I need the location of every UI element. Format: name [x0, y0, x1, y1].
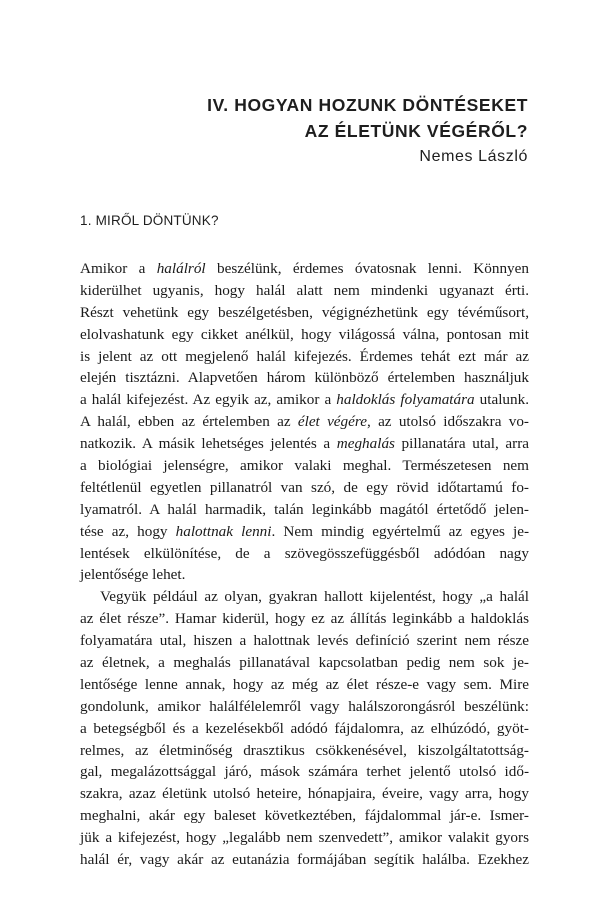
text-line	[80, 630, 529, 652]
text-run: Vegyük például az olyan, gyakran hallott kijelentést, hogy „a halál	[100, 588, 529, 606]
text-run: relmes, az életminőség drasztikus csökkenésével, kiszolgáltatottság-	[80, 741, 529, 759]
text-line	[80, 696, 529, 718]
text-run: az életnek, a meghalás pillanatával kapcsolatban pedig nem sok je-	[80, 654, 529, 672]
text-run: , az utolsó időszakra vo-	[366, 413, 529, 431]
text-line	[80, 258, 529, 280]
text-run: . Nem mindig egyértelmű az egyes je-	[271, 522, 530, 540]
text-line	[80, 521, 529, 543]
italic-term: halottnak lenni	[175, 522, 272, 540]
text-run: kiderülhet ugyanis, hogy halál alatt nem mindenki ugyanazt érti.	[80, 281, 529, 299]
chapter-title-line-2: AZ ÉLETÜNK VÉGÉRŐL?	[304, 121, 528, 141]
chapter-title	[207, 92, 528, 144]
text-line	[80, 477, 529, 499]
text-run: Részt vehetünk egy beszélgetésben, végignézhetünk egy tévéműsort,	[80, 303, 529, 321]
paragraph	[80, 586, 529, 871]
text-line	[80, 411, 529, 433]
author-name: Nemes László	[419, 148, 528, 165]
text-run: jelentősége lehet.	[80, 566, 186, 584]
text-run: a betegségből és a kezelésekből adódó fájdalomra, az elhúzódó, gyöt-	[80, 719, 529, 737]
text-line	[80, 849, 529, 871]
text-line	[80, 302, 529, 324]
text-run: halál ér, vagy akár az eutanázia formájában segítik halálba. Ezekhez	[80, 851, 529, 869]
text-run: gal, megalázottsággal járó, mások számára terhet jelentő utolsó idő-	[80, 763, 529, 781]
text-run: szakra, azaz életünk utolsó heteire, hónapjaira, éveire, vagy arra, hogy	[80, 785, 529, 803]
text-line	[80, 783, 529, 805]
italic-term: meghalás	[336, 435, 395, 453]
section-heading: 1. MIRŐL DÖNTÜNK?	[80, 213, 219, 228]
paragraph	[80, 258, 529, 586]
body-text	[80, 258, 529, 871]
text-run: a halál kifejezést. Az egyik az, amikor a	[80, 391, 337, 409]
text-line	[80, 389, 529, 411]
text-line	[80, 586, 529, 608]
text-line	[80, 455, 529, 477]
text-line	[80, 827, 529, 849]
text-line	[80, 652, 529, 674]
text-run: lentések elkülönítése, de a szövegösszefüggésből adódóan nagy	[80, 544, 529, 562]
text-line	[80, 367, 529, 389]
text-run: natkozik. A másik lehetséges jelentés a	[80, 435, 337, 453]
text-run: elolvashatunk egy cikket anélkül, hogy világossá válna, pontosan mit	[80, 325, 529, 343]
text-run: jük a kifejezést, hogy „legalább nem szenvedett”, amikor valakit gyors	[80, 829, 529, 847]
text-run: A halál, ebben az értelemben az	[80, 413, 298, 431]
text-run: folyamatára utal, hiszen a halottnak levés definíció szerint nem része	[80, 632, 529, 650]
text-run: feltétlenül egyetlen pillanatról van szó, de egy rövid időtartamú fo-	[80, 478, 529, 496]
italic-term: élet végére	[297, 413, 367, 431]
chapter-title-line-1: IV. HOGYAN HOZUNK DÖNTÉSEKET	[207, 95, 528, 115]
text-line	[80, 346, 529, 368]
text-line	[80, 543, 529, 565]
text-line	[80, 499, 529, 521]
text-run: lyamatról. A halál harmadik, talán leginkább magától értetődő jelen-	[80, 500, 529, 518]
text-run: a biológiai jelenségre, amikor valaki meghal. Természetesen nem	[80, 457, 529, 475]
italic-term: haldoklás folyamatára	[336, 391, 475, 409]
text-line	[80, 280, 529, 302]
text-line	[80, 718, 529, 740]
text-run: pillanatára utal, arra	[394, 435, 529, 453]
text-run: is jelent az ott megjelenő halál kifejezés. Érdemes tehát ezt már az	[80, 347, 529, 365]
text-line	[80, 761, 529, 783]
text-run: lentősége lenne annak, hogy az még az élet része-e vagy sem. Mire	[80, 675, 529, 693]
text-line	[80, 740, 529, 762]
text-run: Amikor a	[80, 260, 157, 277]
text-line	[80, 674, 529, 696]
text-run: gondolunk, amikor halálfélelemről vagy halálszorongásról beszélünk:	[80, 697, 529, 715]
text-line	[80, 608, 529, 630]
text-run: elején tisztázni. Alapvetően három különböző értelemben használjuk	[80, 369, 529, 387]
text-run: beszélünk, érdemes óvatosnak lenni. Könnyen	[205, 260, 529, 277]
text-run: utalunk.	[474, 391, 530, 409]
text-line	[80, 324, 529, 346]
text-line	[80, 433, 529, 455]
text-line	[80, 805, 529, 827]
text-run: tése az, hogy	[80, 522, 176, 540]
text-line	[80, 564, 529, 586]
italic-term: halálról	[156, 260, 206, 277]
text-run: meghalni, akár egy baleset következtében, fájdalommal jár-e. Ismer-	[80, 807, 529, 825]
text-run: az élet része”. Hamar kiderül, hogy ez az állítás leginkább a haldoklás	[80, 610, 529, 628]
